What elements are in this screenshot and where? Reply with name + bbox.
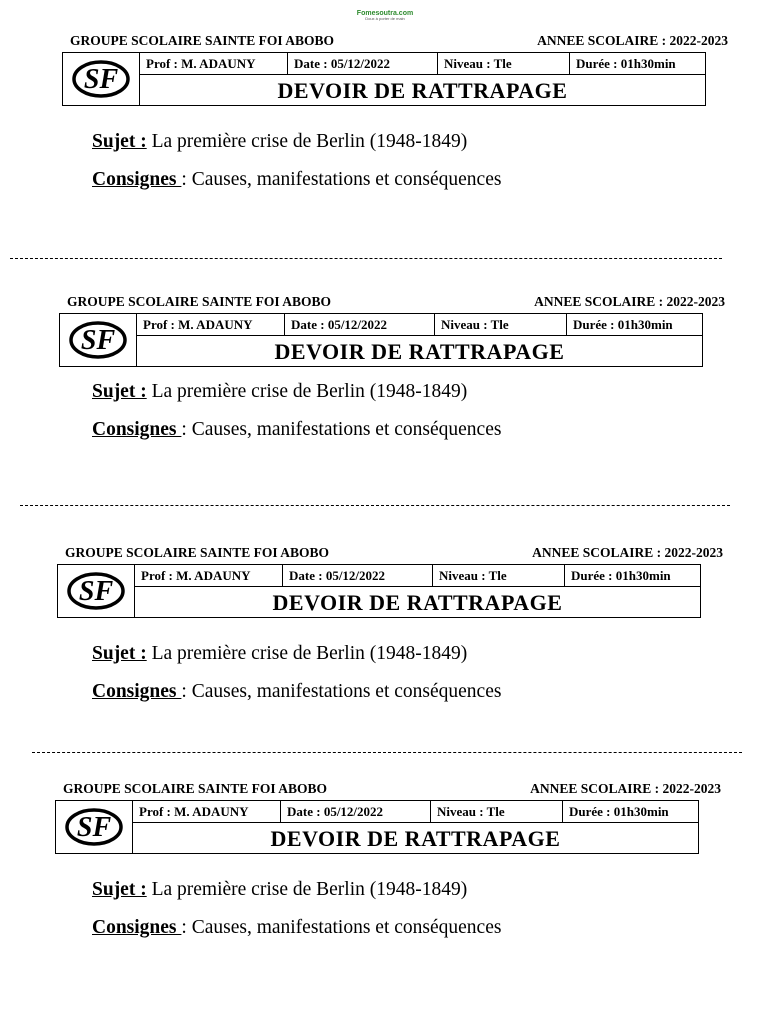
exam-title: DEVOIR DE RATTRAPAGE [274,339,565,364]
prof-cell: Prof : M. ADAUNY [140,53,288,74]
consignes-line [92,169,722,191]
svg-text:SF: SF [78,576,114,607]
header-table [62,52,706,106]
duree-cell: Durée : 01h30min [571,568,671,583]
sujet-text: La première crise de Berlin (1948-1849) [146,131,468,152]
school-name: GROUPE SCOLAIRE SAINTE FOI ABOBO [70,33,335,48]
consignes-text: : Causes, manifestations et conséquences [181,169,502,190]
exam-header-block-1 [62,33,728,191]
watermark-brand: Fomesoutra.com [356,10,414,17]
date-cell: Date : 05/12/2022 [285,314,435,335]
date-cell: Date : 05/12/2022 [283,565,433,586]
date-cell: Date : 05/12/2022 [288,53,438,74]
consignes-line [92,917,715,939]
separator-dashes [32,752,742,753]
svg-text:SF: SF [80,325,116,356]
niveau-cell: Niveau : Tle [438,53,570,74]
sujet-label: Sujet : [92,131,147,152]
exam-header-block-4 [55,781,721,939]
niveau-cell: Niveau : Tle [433,565,565,586]
sujet-label: Sujet : [92,381,147,402]
exam-title: DEVOIR DE RATTRAPAGE [270,826,561,851]
sujet-text: La première crise de Berlin (1948-1849) [146,381,468,402]
header-table [59,313,703,367]
niveau-cell: Niveau : Tle [431,801,563,822]
niveau-cell: Niveau : Tle [435,314,567,335]
consignes-label: Consignes [92,681,182,702]
header-table [55,800,699,854]
watermark-tagline: Doux à porter de main [365,16,405,21]
sujet-text: La première crise de Berlin (1948-1849) [146,643,468,664]
school-year: ANNEE SCOLAIRE : 2022-2023 [530,781,721,796]
school-year: ANNEE SCOLAIRE : 2022-2023 [534,294,725,309]
school-logo-sf-icon [60,314,137,366]
consignes-line [92,681,717,703]
consignes-label: Consignes [92,419,182,440]
consignes-label: Consignes [92,917,182,938]
exam-title: DEVOIR DE RATTRAPAGE [277,78,568,103]
school-logo-sf-icon [56,801,133,853]
sujet-line [92,879,715,901]
svg-text:SF: SF [83,64,119,95]
exam-title: DEVOIR DE RATTRAPAGE [272,590,563,615]
separator-dashes [10,258,722,259]
sujet-label: Sujet : [92,643,147,664]
date-cell: Date : 05/12/2022 [281,801,431,822]
consignes-label: Consignes [92,169,182,190]
sujet-label: Sujet : [92,879,147,900]
exam-header-block-3 [57,545,723,703]
consignes-text: : Causes, manifestations et conséquences [181,419,502,440]
svg-text:SF: SF [76,812,112,843]
sujet-line [92,643,717,665]
consignes-text: : Causes, manifestations et conséquences [181,917,502,938]
consignes-text: : Causes, manifestations et conséquences [181,681,502,702]
sujet-text: La première crise de Berlin (1948-1849) [146,879,468,900]
consignes-line [92,419,719,441]
school-logo-sf-icon [63,53,140,105]
school-name: GROUPE SCOLAIRE SAINTE FOI ABOBO [63,781,328,796]
school-name: GROUPE SCOLAIRE SAINTE FOI ABOBO [67,294,332,309]
school-year: ANNEE SCOLAIRE : 2022-2023 [532,545,723,560]
school-logo-sf-icon [58,565,135,617]
header-table [57,564,701,618]
school-year: ANNEE SCOLAIRE : 2022-2023 [537,33,728,48]
exam-header-block-2 [59,294,725,441]
separator-dashes [20,505,730,506]
prof-cell: Prof : M. ADAUNY [135,565,283,586]
school-name: GROUPE SCOLAIRE SAINTE FOI ABOBO [65,545,330,560]
sujet-line [92,131,722,153]
sujet-line [92,381,719,403]
duree-cell: Durée : 01h30min [569,804,669,819]
watermark-logo [350,10,420,21]
prof-cell: Prof : M. ADAUNY [133,801,281,822]
duree-cell: Durée : 01h30min [576,56,676,71]
prof-cell: Prof : M. ADAUNY [137,314,285,335]
duree-cell: Durée : 01h30min [573,317,673,332]
